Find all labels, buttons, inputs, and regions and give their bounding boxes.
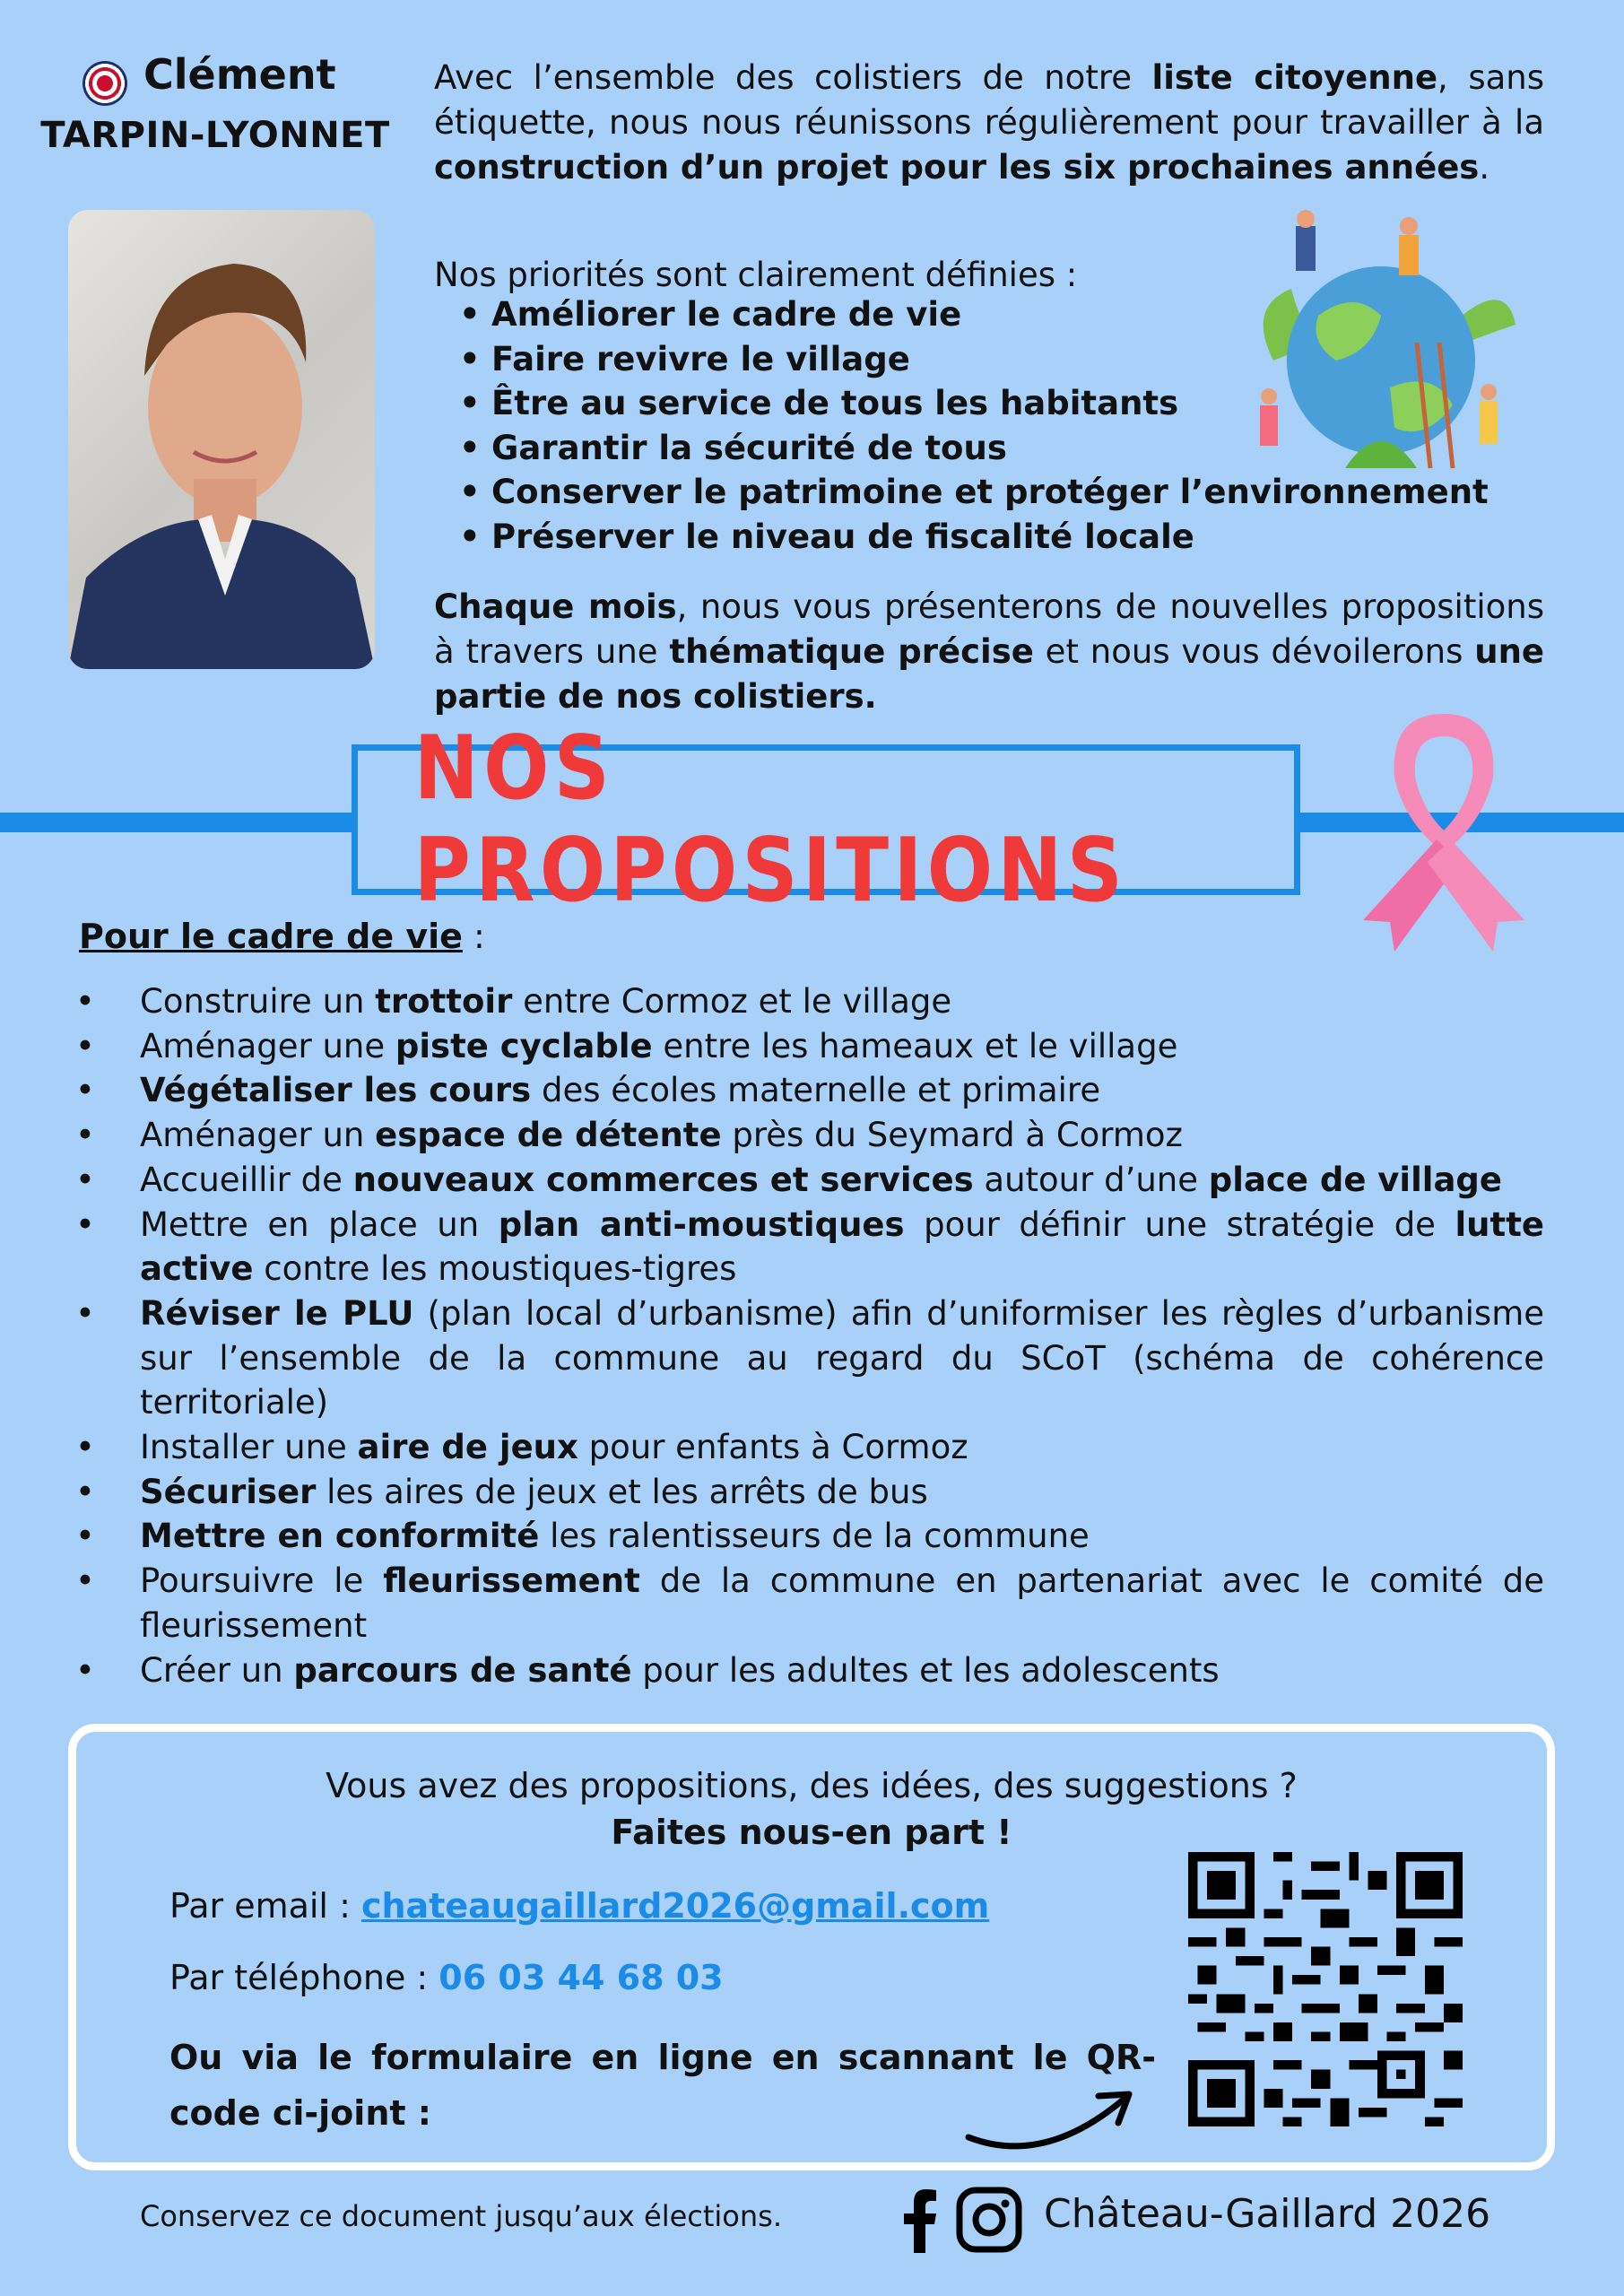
intro-paragraph-1: Avec l’ensemble des colistiers de notre liste citoyenne, sans étiquette, nous nous réunissons régulièrement pour travailler à la construction d’un projet pour les six prochaines années. <box>434 58 1545 187</box>
candidate-first-name: Clément <box>143 50 336 99</box>
arrow-icon <box>964 2082 1134 2153</box>
list-item: • Poursuivre le fleurissement de la commune en partenariat avec le comité de fleurissement <box>108 1559 1544 1648</box>
email-link[interactable]: chateaugaillard2026@gmail.com <box>360 1886 990 1926</box>
list-item: • Végétaliser les cours des écoles maternelle et primaire <box>108 1068 1544 1113</box>
footer-note: Conservez ce document jusqu’aux élections. <box>140 2199 782 2233</box>
list-item: • Garantir la sécurité de tous <box>459 426 1489 471</box>
priorities-intro: Nos priorités sont clairement définies : <box>434 256 1078 294</box>
list-item: • Mettre en conformité les ralentisseurs de la commune <box>108 1514 1544 1559</box>
list-item: • Accueillir de nouveaux commerces et services autour d’une place de village <box>108 1158 1544 1203</box>
footer-social-name: Château-Gaillard 2026 <box>1044 2191 1491 2237</box>
contact-box <box>68 1724 1555 2170</box>
list-item: • Mettre en place un plan anti-moustiques pour définir une stratégie de lutte active contre les moustiques-tigres <box>108 1203 1544 1292</box>
instagram-icon[interactable] <box>956 2187 1022 2253</box>
list-item: • Réviser le PLU (plan local d’urbanisme) afin d’uniformiser les règles d’urbanisme sur l’ensemble de la commune au regard du SCoT (schéma de cohérence territoriale) <box>108 1292 1544 1425</box>
cockade-icon <box>83 61 127 106</box>
list-item: • Sécuriser les aires de jeux et les arrêts de bus <box>108 1470 1544 1515</box>
email-label: Par email : <box>169 1886 361 1926</box>
propositions-list <box>108 979 1544 1692</box>
list-item: • Être au service de tous les habitants <box>459 381 1489 426</box>
list-item: • Faire revivre le village <box>459 337 1489 382</box>
candidate-photo <box>68 210 375 669</box>
list-item: • Préserver le niveau de fiscalité locale <box>459 515 1489 560</box>
facebook-icon[interactable] <box>902 2188 938 2253</box>
earth-illustration <box>1238 208 1524 477</box>
section-heading: Pour le cadre de vie : <box>79 917 485 956</box>
candidate-last-name: TARPIN-LYONNET <box>40 115 390 156</box>
banner-title: NOS PROPOSITIONS <box>413 718 1128 922</box>
intro-paragraph-3: Chaque mois, nous vous présenterons de nouvelles propositions à travers une thématique précise et nous vous dévoilerons une partie de nos colistiers. <box>434 587 1545 716</box>
pink-ribbon-icon <box>1354 696 1533 956</box>
form-instructions: Ou via le formulaire en ligne en scannant le QR-code ci-joint : <box>169 2038 1156 2133</box>
list-item: • Améliorer le cadre de vie <box>459 292 1489 337</box>
banner <box>352 718 1300 922</box>
contact-question: Vous avez des propositions, des idées, des suggestions ? <box>326 1766 1298 1805</box>
list-item: • Aménager une piste cyclable entre les hameaux et le village <box>108 1024 1544 1069</box>
qr-code[interactable] <box>1188 1852 1463 2126</box>
phone-label: Par téléphone : <box>169 1958 439 1997</box>
contact-email-row <box>169 1886 989 1926</box>
contact-cta: Faites nous-en part ! <box>611 1813 1012 1852</box>
phone-number[interactable]: 06 03 44 68 03 <box>439 1958 724 1997</box>
list-item: • Créer un parcours de santé pour les adultes et les adolescents <box>108 1648 1544 1693</box>
contact-phone-row <box>169 1958 724 1997</box>
list-item: • Conserver le patrimoine et protéger l’environnement <box>459 470 1489 515</box>
list-item: • Construire un trottoir entre Cormoz et le village <box>108 979 1544 1024</box>
list-item: • Installer une aire de jeux pour enfants à Cormoz <box>108 1425 1544 1470</box>
list-item: • Aménager un espace de détente près du Seymard à Cormoz <box>108 1113 1544 1158</box>
